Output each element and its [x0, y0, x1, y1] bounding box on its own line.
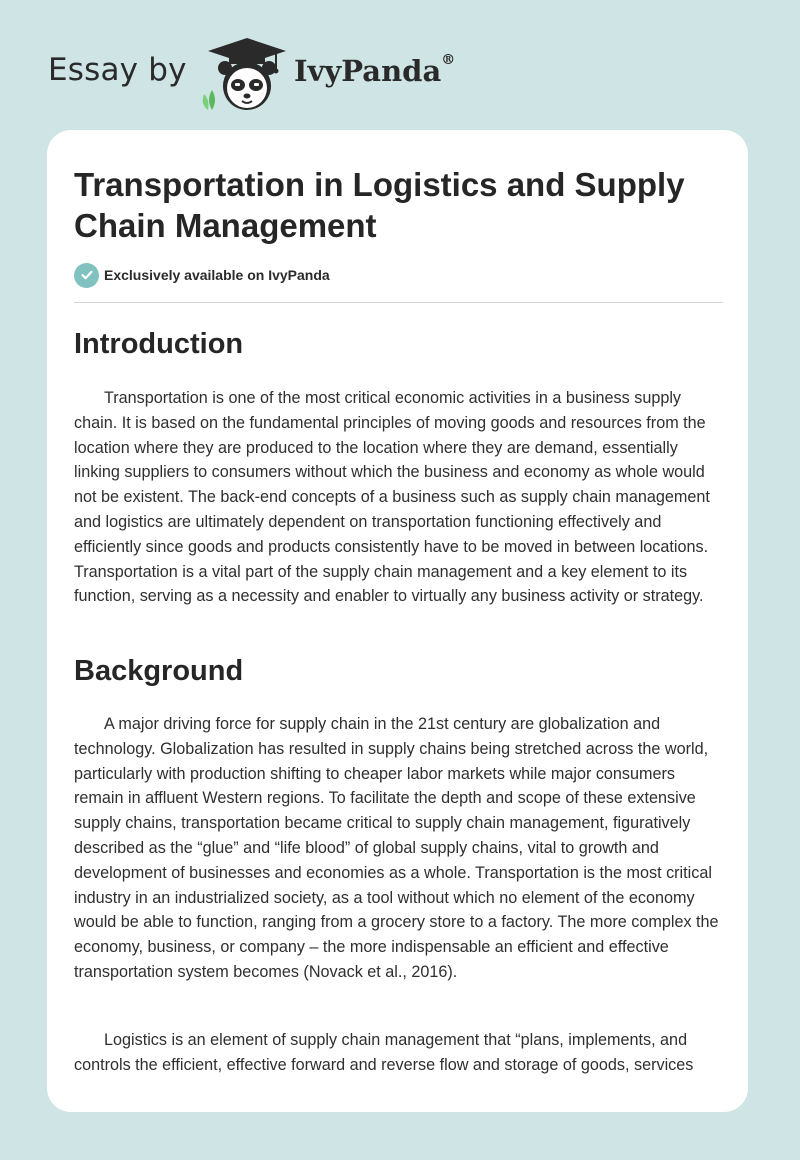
essay-by-label: Essay by — [48, 52, 187, 88]
exclusive-badge-text: Exclusively available on IvyPanda — [104, 267, 330, 283]
section-heading-introduction: Introduction — [74, 328, 244, 360]
paragraph: Transportation is one of the most critical economic activities in a business supply chain. It is based on the fundamental principles of moving goods and resources from the location where they are produced to the location where they are demand, essentially linking suppliers to consumers without which the business and economy as whole would not be existent. The back-end concepts of a business such as supply chain management and logistics are ultimately dependent on transportation functioning effectively and efficiently since goods and products consistently have to be moved in between locations. Transportation is a vital part of the supply chain management and a key element to its function, serving as a necessity and enabler to virtually any business activity or strategy. — [74, 389, 710, 606]
brand-logo-text — [294, 54, 455, 88]
paragraph: Logistics is an element of supply chain management that “plans, implements, and controls the efficient, effective forward and reverse flow and storage of goods, services — [74, 1031, 694, 1074]
paragraph: A major driving force for supply chain in the 21st century are globalization and technology. Globalization has resulted in supply chains being stretched across the world, particularly with production shifting to cheaper labor markets while major consumers remain in affluent Western regions. To facilitate the depth and scope of these extensive supply chains, transportation became critical to supply chain management, figuratively described as the “glue” and “life blood” of global supply chains, vital to growth and development of businesses and economies as a whole. Transportation is the most critical industry in an industrialized society, as a tool without which no element of the economy would be able to function, ranging from a grocery store to a factory. The more complex the economy, business, or company – the more indispensable an efficient and effective transportation system becomes (Novack et al., 2016). — [74, 715, 719, 981]
check-circle-icon — [74, 263, 99, 288]
essay-card — [47, 130, 748, 1112]
panda-graduate-icon — [202, 34, 292, 114]
section-heading-background: Background — [74, 655, 244, 687]
exclusive-badge — [74, 262, 330, 288]
site-header — [48, 30, 488, 110]
registered-mark: ® — [441, 52, 456, 68]
essay-title: Transportation in Logistics and Supply Chain Management — [74, 166, 685, 244]
brand-name: IvyPanda — [294, 54, 442, 88]
divider — [74, 302, 723, 303]
